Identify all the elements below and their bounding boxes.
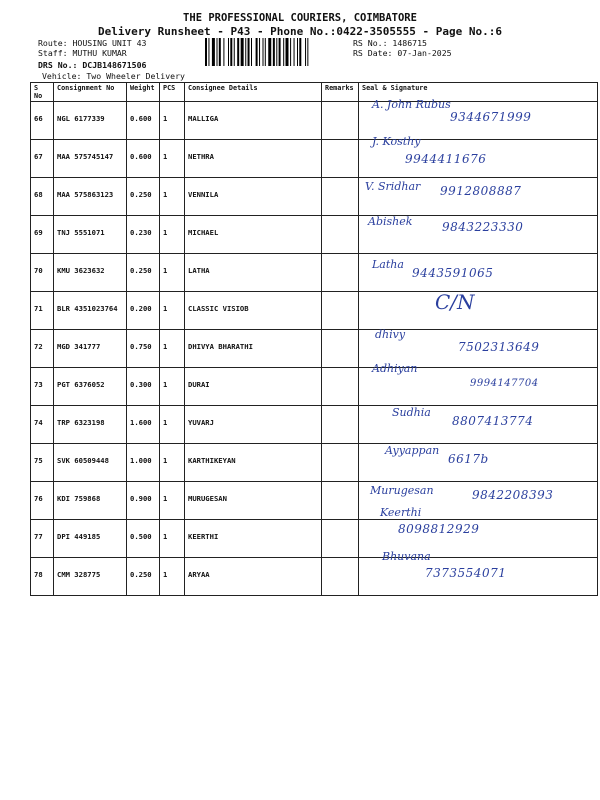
table-header-row [31,83,598,102]
cell-consignment: DPI 449185 [54,520,127,558]
table-row [31,368,598,406]
col-remarks: Remarks [322,83,359,102]
cell-consignment: TRP 6323198 [54,406,127,444]
vehicle-label: Vehicle: Two Wheeler Delivery [42,71,185,81]
cell-weight: 0.250 [127,178,160,216]
cell-details: MICHAEL [185,216,322,254]
signature-78: Bhuvana [382,550,431,563]
table-row [31,558,598,596]
cell-weight: 1.600 [127,406,160,444]
cell-remarks [322,444,359,482]
cell-consignment: KMU 3623632 [54,254,127,292]
barcode [205,38,347,66]
cell-sno: 69 [31,216,54,254]
table-row [31,406,598,444]
cell-consignment: SVK 60509448 [54,444,127,482]
cell-pcs: 1 [160,368,185,406]
signature-72: dhivy [375,328,406,341]
col-seal: Seal & Signature [359,83,598,102]
cell-seal [359,444,598,482]
cell-pcs: 1 [160,558,185,596]
cell-details: CLASSIC VISIOB [185,292,322,330]
phone-77: 8098812929 [398,522,480,536]
cell-sno: 67 [31,140,54,178]
cell-consignment: CMM 328775 [54,558,127,596]
cell-consignment: PGT 6376052 [54,368,127,406]
table-row [31,140,598,178]
cell-pcs: 1 [160,406,185,444]
cell-weight: 0.900 [127,482,160,520]
cell-details: MURUGESAN [185,482,322,520]
cell-pcs: 1 [160,330,185,368]
cell-sno: 78 [31,558,54,596]
table-row [31,330,598,368]
phone-78: 7373554071 [425,566,507,580]
cell-weight: 0.250 [127,254,160,292]
cell-details: KARTHIKEYAN [185,444,322,482]
cell-seal [359,102,598,140]
cell-weight: 1.000 [127,444,160,482]
cell-consignment: MAA 575745147 [54,140,127,178]
table-row [31,520,598,558]
cell-remarks [322,254,359,292]
phone-76: 9842208393 [472,488,554,502]
cell-remarks [322,140,359,178]
signature-77: Keerthi [380,506,422,519]
cell-pcs: 1 [160,102,185,140]
cell-weight: 0.500 [127,520,160,558]
cell-seal [359,368,598,406]
cell-pcs: 1 [160,292,185,330]
cell-sno: 72 [31,330,54,368]
cell-weight: 0.600 [127,102,160,140]
cell-details: DHIVYA BHARATHI [185,330,322,368]
cell-seal [359,216,598,254]
cell-weight: 0.300 [127,368,160,406]
phone-67: 9944411676 [405,152,487,166]
runsheet-table [30,82,598,596]
cell-sno: 76 [31,482,54,520]
route-label: Route: HOUSING UNIT 43 [38,38,147,48]
signature-67: J. Kosthy [372,135,421,148]
cell-pcs: 1 [160,482,185,520]
cell-weight: 0.750 [127,330,160,368]
cell-sno: 70 [31,254,54,292]
drs-number: DRS No.: DCJB148671506 [38,60,147,70]
cell-remarks [322,368,359,406]
staff-label: Staff: MUTHU KUMAR [38,48,127,58]
cell-pcs: 1 [160,216,185,254]
cell-pcs: 1 [160,140,185,178]
cell-seal [359,482,598,520]
phone-68: 9912808887 [440,184,522,198]
col-sno: S No [31,83,54,102]
cell-seal [359,520,598,558]
table-row [31,444,598,482]
cell-seal [359,292,598,330]
signature-68: V. Sridhar [365,180,421,193]
phone-69: 9843223330 [442,220,524,234]
col-details: Consignee Details [185,83,322,102]
cell-seal [359,178,598,216]
cell-sno: 73 [31,368,54,406]
cell-consignment: NGL 6177339 [54,102,127,140]
cell-remarks [322,102,359,140]
cell-consignment: TNJ 5551071 [54,216,127,254]
cell-weight: 0.600 [127,140,160,178]
cell-consignment: KDI 759868 [54,482,127,520]
cell-pcs: 1 [160,520,185,558]
table-row [31,254,598,292]
cell-sno: 74 [31,406,54,444]
signature-75: Ayyappan [385,444,440,457]
cell-details: VENNILA [185,178,322,216]
company-title: THE PROFESSIONAL COURIERS, COIMBATORE [183,12,417,24]
cell-seal [359,140,598,178]
table-row [31,102,598,140]
cell-details: KEERTHI [185,520,322,558]
table-row [31,216,598,254]
cell-seal [359,558,598,596]
table-row [31,178,598,216]
cell-remarks [322,406,359,444]
phone-73: 9994147704 [470,378,539,389]
cell-sno: 71 [31,292,54,330]
cell-remarks [322,520,359,558]
cell-details: LATHA [185,254,322,292]
table-row [31,292,598,330]
col-weight: Weight [127,83,160,102]
cell-weight: 0.230 [127,216,160,254]
signature-70: Latha [372,258,404,271]
cell-remarks [322,216,359,254]
signature-73: Adhiyan [372,362,418,375]
cell-remarks [322,558,359,596]
cell-sno: 66 [31,102,54,140]
cell-pcs: 1 [160,178,185,216]
cell-remarks [322,330,359,368]
cell-pcs: 1 [160,254,185,292]
phone-74: 8807413774 [452,414,534,428]
phone-66: 9344671999 [450,110,532,124]
phone-70: 9443591065 [412,266,494,280]
rs-date: RS Date: 07-Jan-2025 [353,48,452,58]
col-consignment: Consignment No [54,83,127,102]
cell-consignment: MGD 341777 [54,330,127,368]
cell-sno: 77 [31,520,54,558]
cell-remarks [322,482,359,520]
phone-75: 6617b [448,452,489,466]
signature-71: C/N [435,290,475,314]
cell-pcs: 1 [160,444,185,482]
cell-seal [359,406,598,444]
cell-sno: 75 [31,444,54,482]
cell-weight: 0.250 [127,558,160,596]
cell-details: YUVARJ [185,406,322,444]
cell-details: MALLIGA [185,102,322,140]
signature-74: Sudhia [392,406,431,419]
signature-69: Abishek [368,215,413,228]
signature-76: Murugesan [370,484,434,497]
cell-seal [359,330,598,368]
cell-remarks [322,292,359,330]
cell-seal [359,254,598,292]
cell-details: NETHRA [185,140,322,178]
col-pcs: PCS [160,83,185,102]
phone-72: 7502313649 [458,340,540,354]
cell-remarks [322,178,359,216]
cell-sno: 68 [31,178,54,216]
cell-consignment: BLR 4351023764 [54,292,127,330]
signature-66: A. John Rubus [372,98,451,111]
cell-details: DURAI [185,368,322,406]
cell-consignment: MAA 575863123 [54,178,127,216]
rs-number: RS No.: 1486715 [353,38,427,48]
runsheet-heading: Delivery Runsheet - P43 - Phone No.:0422-3505555 - Page No.:6 [98,25,502,38]
table-row [31,482,598,520]
cell-details: ARYAA [185,558,322,596]
cell-weight: 0.200 [127,292,160,330]
